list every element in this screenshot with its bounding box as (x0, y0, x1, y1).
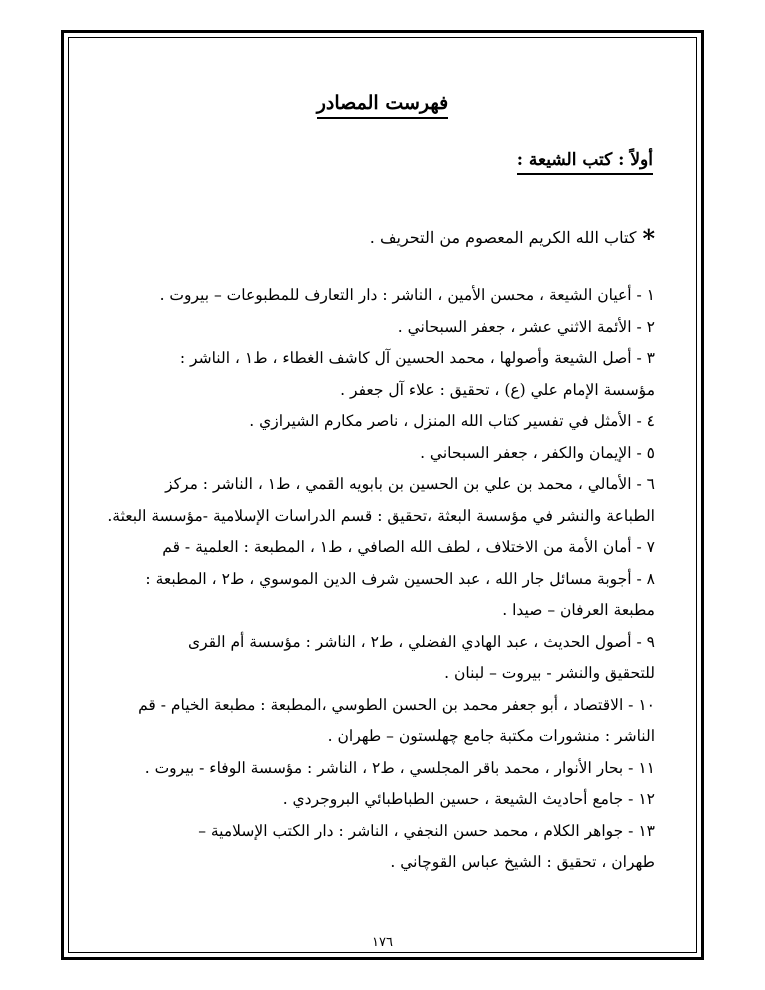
reference-line: الطباعة والنشر في مؤسسة البعثة ،تحقيق : قسم الدراسات الإسلامية -مؤسسة البعثة. (107, 506, 655, 525)
reference-line: ١٠ - الاقتصاد ، أبو جعفر محمد بن الحسن الطوسي ،المطبعة : مطبعة الخيام - قم (138, 695, 655, 714)
intro-line (369, 220, 655, 253)
page-title: فهرست المصادر (70, 92, 695, 114)
reference-line: ٥ - الإيمان والكفر ، جعفر السبحاني . (420, 443, 655, 462)
reference-line: مطبعة العرفان – صيدا . (502, 601, 655, 619)
reference-line: ٣ - أصل الشيعة وأصولها ، محمد الحسين آل كاشف الغطاء ، ط١ ، الناشر : (179, 349, 655, 367)
reference-line: للتحقيق والنشر - بيروت – لبنان . (444, 664, 655, 682)
reference-line: ٨ - أجوبة مسائل جار الله ، عبد الحسين شرف الدين الموسوي ، ط٢ ، المطبعة : (145, 569, 655, 588)
reference-line: ٦ - الأمالي ، محمد بن علي بن الحسين بن بابويه القمي ، ط١ ، الناشر : مركز (165, 475, 655, 493)
reference-line: مؤسسة الإمام علي (ع) ، تحقيق : علاء آل جعفر . (340, 380, 655, 399)
reference-line: طهران ، تحقيق : الشيخ عباس القوچاني . (390, 853, 655, 871)
document-page (70, 40, 695, 950)
reference-line: ١٣ - جواهر الكلام ، محمد حسن النجفي ، الناشر : دار الكتب الإسلامية – (198, 821, 655, 840)
reference-line: ٩ - أصول الحديث ، عبد الهادي الفضلي ، ط٢ ، الناشر : مؤسسة أم القرى (187, 632, 655, 651)
reference-line: ١١ - بحار الأنوار ، محمد باقر المجلسي ، ط٢ ، الناشر : مؤسسة الوفاء - بيروت . (144, 758, 655, 777)
page-number: ١٧٦ (372, 935, 393, 950)
references-list (80, 280, 655, 879)
reference-line: الناشر : منشورات مكتبة جامع چهلستون – طهران . (327, 727, 655, 745)
reference-line: ٤ - الأمثل في تفسير كتاب الله المنزل ، ناصر مكارم الشيرازي . (249, 412, 655, 430)
section-heading: أولاً : كتب الشيعة : (517, 150, 653, 170)
asterisk-marker: * (642, 224, 655, 253)
reference-line: ٧ - أمان الأمة من الاختلاف ، لطف الله الصافي ، ط١ ، المطبعة : العلمية - قم (162, 538, 655, 556)
intro-text: كتاب الله الكريم المعصوم من التحريف . (369, 228, 637, 247)
reference-line: ١ - أعيان الشيعة ، محسن الأمين ، الناشر : دار التعارف للمطبوعات – بيروت . (159, 286, 655, 304)
reference-line: ٢ - الأئمة الاثني عشر ، جعفر السبحاني . (397, 317, 655, 336)
reference-line: ١٢ - جامع أحاديث الشيعة ، حسين الطباطبائي البروجردي . (282, 790, 655, 808)
